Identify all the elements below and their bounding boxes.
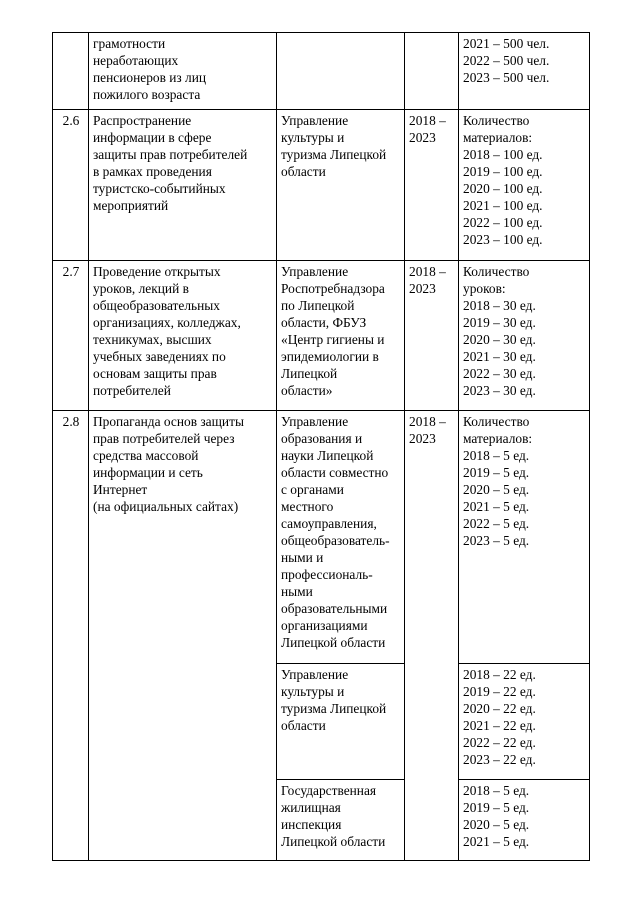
executor-cell: Управление культуры и туризма Липецкой области (277, 664, 405, 780)
period-cell: 2018 – 2023 (405, 110, 459, 261)
executor-cell (277, 33, 405, 110)
measure-description: грамотности неработающих пенсионеров из лиц пожилого возраста (89, 33, 277, 110)
executor-cell: Государственная жилищная инспекция Липецкой области (277, 780, 405, 861)
executor-cell: Управление образования и науки Липецкой области совместно с органами местного самоуправления, общеобразователь- ными и профессиональ- ными образовательными организациями Липецкой области (277, 411, 405, 664)
indicator-cell: Количество материалов: 2018 – 100 ед. 2019 – 100 ед. 2020 – 100 ед. 2021 – 100 ед. 2022 – 100 ед. 2023 – 100 ед. (459, 110, 590, 261)
table-row (53, 33, 590, 110)
period-cell (405, 33, 459, 110)
item-number: 2.6 (53, 110, 89, 261)
indicator-cell: Количество материалов: 2018 – 5 ед. 2019 – 5 ед. 2020 – 5 ед. 2021 – 5 ед. 2022 – 5 ед. 2023 – 5 ед. (459, 411, 590, 664)
measure-description: Распространение информации в сфере защиты прав потребителей в рамках проведения туристско-событийных мероприятий (89, 110, 277, 261)
period-cell: 2018 – 2023 (405, 411, 459, 861)
item-number (53, 33, 89, 110)
measure-description: Пропаганда основ защиты прав потребителей через средства массовой информации и сеть Интернет (на официальных сайтах) (89, 411, 277, 861)
table-row (53, 261, 590, 411)
indicator-cell: 2018 – 5 ед. 2019 – 5 ед. 2020 – 5 ед. 2021 – 5 ед. (459, 780, 590, 861)
executor-cell: Управление культуры и туризма Липецкой области (277, 110, 405, 261)
indicator-cell: 2018 – 22 ед. 2019 – 22 ед. 2020 – 22 ед. 2021 – 22 ед. 2022 – 22 ед. 2023 – 22 ед. (459, 664, 590, 780)
measure-description: Проведение открытых уроков, лекций в общеобразовательных организациях, колледжах, техникумах, высших учебных заведениях по основам защиты прав потребителей (89, 261, 277, 411)
executor-cell: Управление Роспотребнадзора по Липецкой области, ФБУЗ «Центр гигиены и эпидемиологии в Липецкой области» (277, 261, 405, 411)
indicator-cell: 2021 – 500 чел. 2022 – 500 чел. 2023 – 500 чел. (459, 33, 590, 110)
indicator-cell: Количество уроков: 2018 – 30 ед. 2019 – 30 ед. 2020 – 30 ед. 2021 – 30 ед. 2022 – 30 ед. 2023 – 30 ед. (459, 261, 590, 411)
period-cell: 2018 – 2023 (405, 261, 459, 411)
item-number: 2.8 (53, 411, 89, 861)
item-number: 2.7 (53, 261, 89, 411)
table-row (53, 411, 590, 664)
measures-table (52, 32, 590, 861)
table-row (53, 110, 590, 261)
